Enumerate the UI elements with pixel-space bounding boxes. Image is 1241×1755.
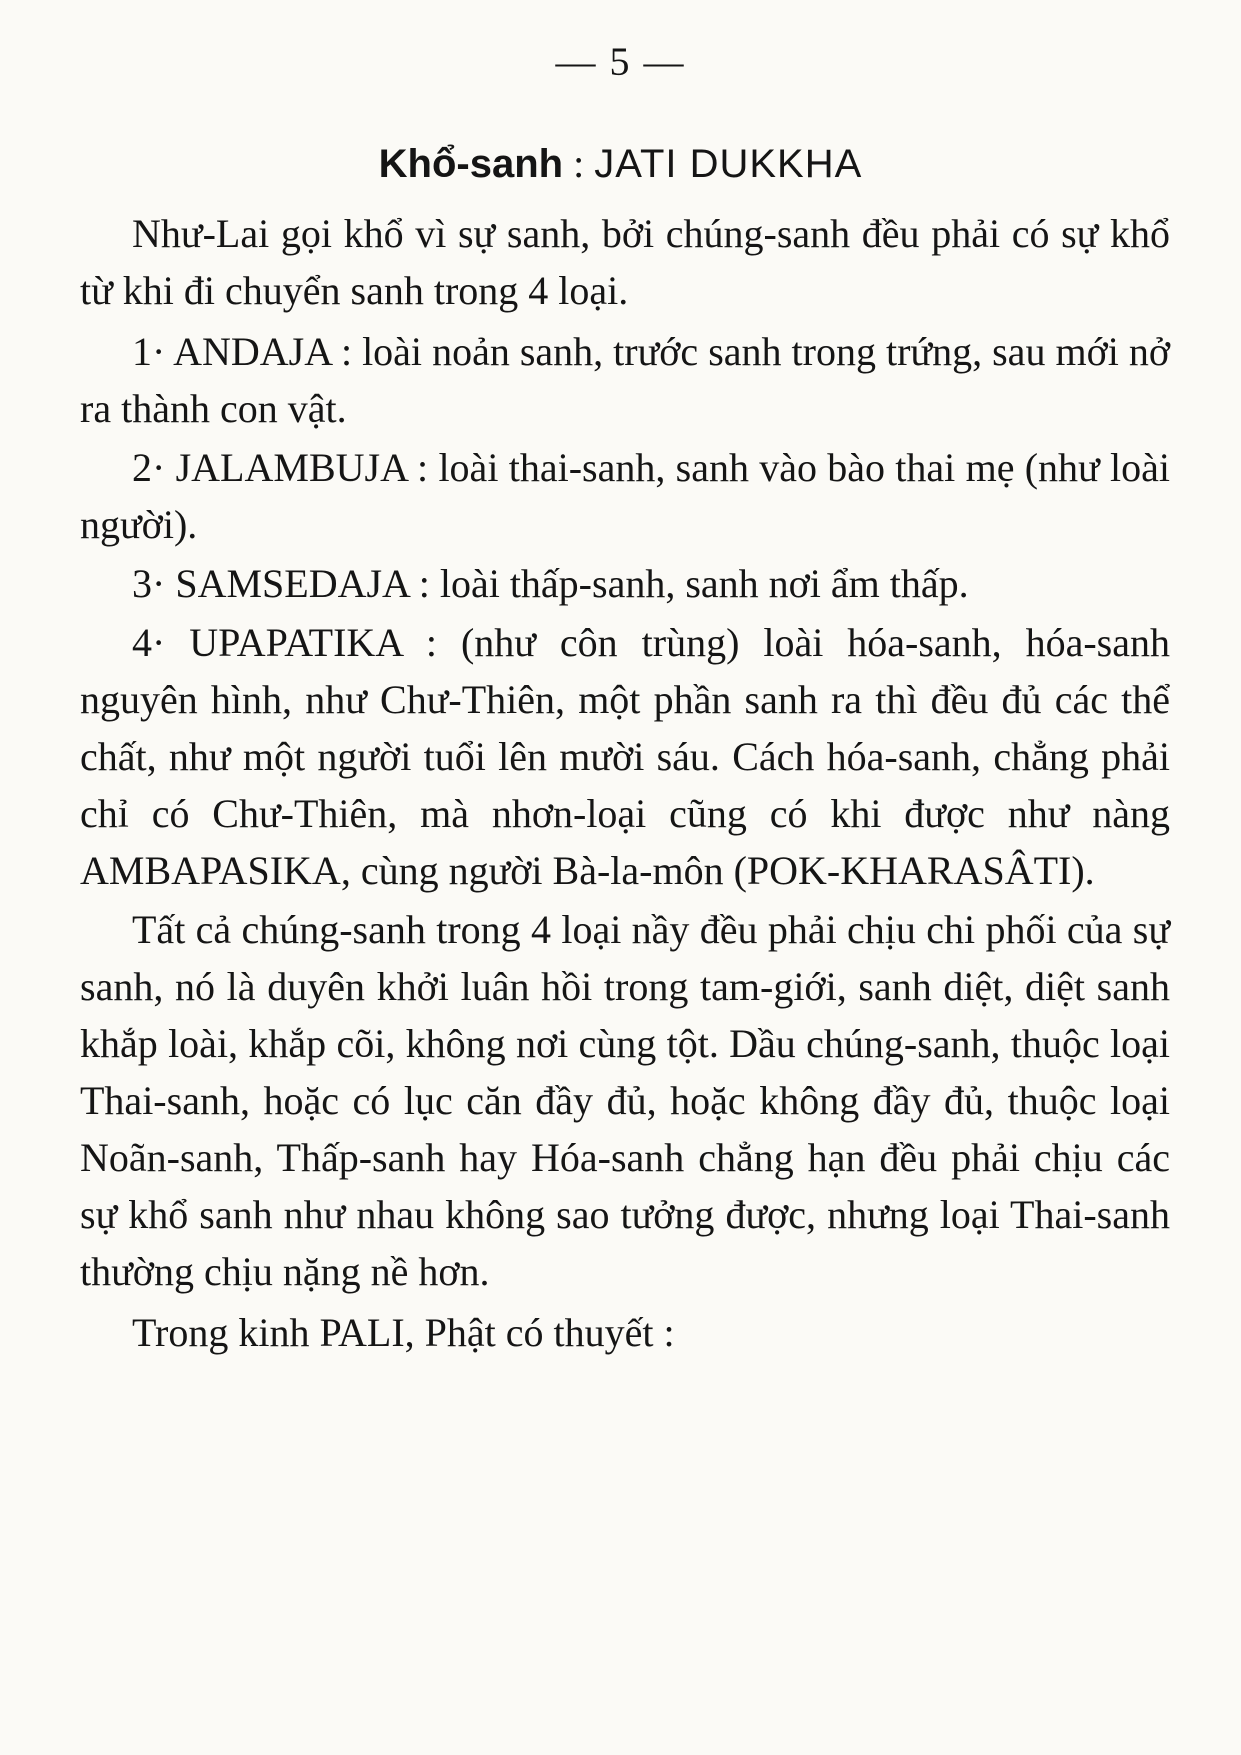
- list-item-andaja: 1· ANDAJA : loài noản sanh, trước sanh trong trứng, sau mới nở ra thành con vật.: [80, 329, 1170, 431]
- list-item-upapatika: 4· UPAPATIKA : (như côn trùng) loài hóa-sanh, hóa-sanh nguyên hình, như Chư-Thiên, một phần sanh ra thì đều đủ các thể chất, như một người tuổi lên mười sáu. Cách hóa-sanh, chẳng phải chỉ có Chư-Thiên, mà nhơn-loại cũng có khi được như nàng AMBAPASIKA, cùng người Bà-la-môn (POK-KHARASÂTI).: [80, 620, 1170, 893]
- section-heading: [0, 140, 1241, 187]
- heading-subtitle: JATI DUKKHA: [594, 142, 863, 186]
- paragraph-intro: Như-Lai gọi khổ vì sự sanh, bởi chúng-sanh đều phải có sự khổ từ khi đi chuyển sanh trong 4 loại.: [80, 211, 1170, 313]
- list-item-jalambuja: 2· JALAMBUJA : loài thai-sanh, sanh vào bào thai mẹ (như loài người).: [80, 445, 1170, 547]
- page-number: — 5 —: [555, 39, 686, 84]
- heading-title: Khổ-sanh: [378, 142, 564, 186]
- list-item-samsedaja: 3· SAMSEDAJA : loài thấp-sanh, sanh nơi ẩm thấp.: [132, 561, 969, 606]
- heading-separator: :: [563, 141, 595, 186]
- paragraph-pali-sutra: Trong kinh PALI, Phật có thuyết :: [132, 1310, 675, 1355]
- body-text: [80, 205, 1170, 1365]
- paragraph-all-beings: Tất cả chúng-sanh trong 4 loại nầy đều phải chịu chi phối của sự sanh, nó là duyên khởi luân hồi trong tam-giới, sanh diệt, diệt sanh khắp loài, khắp cõi, không nơi cùng tột. Dầu chúng-sanh, thuộc loại Thai-sanh, hoặc có lục căn đầy đủ, hoặc không đầy đủ, thuộc loại Noãn-sanh, Thấp-sanh hay Hóa-sanh chẳng hạn đều phải chịu các sự khổ sanh như nhau không sao tưởng được, nhưng loại Thai-sanh thường chịu nặng nề hơn.: [80, 907, 1170, 1294]
